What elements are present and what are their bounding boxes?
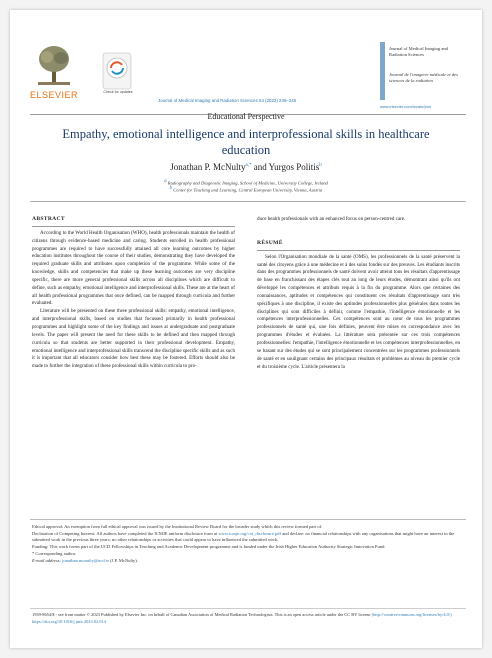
resume-heading: RÉSUMÉ [257,239,283,246]
affiliation-text: Radiography and Diagnostic Imaging, School of Medicine, University College, Ireland [167,180,328,186]
abstract-continuation: duce health professionals with an enhanced focus on person-centred care. [257,216,406,222]
journal-header [30,42,466,110]
author-name[interactable]: Yurgos Politis [268,162,320,172]
article-section: Educational Perspective [207,112,285,121]
abstract-paragraph: According to the World Health Organisation (WHO), health professionals maintain the health of citizens through evidence-based medicine and caring. Students enrolled in health professional programmes are required to have successfully attained all core learning outcomes by higher education institutes throughout the course of their studies, demonstrating they have developed the required graduate skills and attributes upon completion of the programme. While some of the knowledge, skills and competencies that make up these learning outcomes are very discipline specific, there are more general professional skills across all disciplines which are difficult to define, such as empathy, emotional intelligence and interprofessional skills. These are at the heart of all health professional programmes that once defined, can be mapped through curricula and further evaluated. [32,229,235,307]
footnote-divider [30,519,466,520]
icmje-link[interactable]: www.icmje.org/coi_disclosure.pdf [218,530,282,536]
author-affiliation-mark[interactable]: a,* [245,163,252,168]
journal-citation[interactable]: Journal of Medical Imaging and Radiation Sciences 54 (2023) 236–246 [158,98,297,103]
check-for-updates-label: Check for updates [103,90,133,94]
journal-cover [380,42,466,100]
right-column [257,216,460,371]
copyright-text: 1939-8654/$ - see front matter © 2023 Published by Elsevier Inc. on behalf of Canadian Association of Medical Radiation Technologists. This is an open access article under the CC BY license [32,612,371,617]
affiliation-mark: a [164,179,167,184]
resume-paragraph: Selon l'Organisation mondiale de la santé (OMS), les professionnels de la santé préservent la santé des citoyens grâce à une médecine et à des soins fondés sur des preuves. Les étudiants inscrits dans des programmes professionnels de santé doivent avoir atteint tous les résultats d'apprentissage de base en franchissant des étapes clés tout au long de leurs études, démontrant ainsi qu'ils ont développé les compétences et attributs requis à la fin du programme. Alors que certaines des connaissances, aptitudes et compétences qui constituent ces résultats d'apprentissage sont très spécifiques à une discipline, il existe des aptitudes professionnelles plus générales dans toutes les disciplines qui sont difficiles à définir, comme l'empathie, l'intelligence émotionnelle et les compétences interprofessionnelles. Ces compétences sont au cœur de tous les programmes professionnels de santé qui, une fois définies, peuvent être mises en correspondance avec les programmes d'études et évaluées. La littérature sera présentée sur ces trois compétences professionnelles: l'empathie, l'intelligence émotionnelle et les compétences interprofessionnelles, en se basant sur des études qui se sont principalement concentrées sur les programmes professionnels de santé et en soulignant certains des principaux résultats et problèmes au niveau du premier cycle et du troisième cycle. L'article présentera la [257,253,460,370]
email-suffix: (J.P. McNulty). [110,557,138,563]
author-list [10,162,482,172]
affiliation [10,179,482,186]
author-conjunction: and [253,162,267,172]
footnotes [32,524,464,564]
journal-url[interactable]: www.elsevier.com/locate/jmir [380,104,432,109]
heading-rule [257,250,460,251]
ethics-note: Ethical approval: An exemption from full ethical approval was issued by the Institutional Review Board for the broader study which this review formed part of. [32,524,323,529]
abstract-column [32,216,235,371]
title-divider [30,201,466,202]
email-label: E-mail address: [32,557,62,563]
coi-text: Declaration of Competing Interest: All authors have completed the ICMJE uniform disclosure form at [32,530,218,536]
abstract-heading: ABSTRACT [32,216,65,222]
affiliation-text: Center for Teaching and Learning, Central European University, Vienna, Austria [173,187,323,193]
elsevier-tree-icon [36,44,72,86]
author-name[interactable]: Jonathan P. McNulty [170,162,246,172]
abstract-paragraph: Literature will be presented on these three professional skills: empathy, emotional intelligence, and interprofessional skills, based on studies that focussed primarily in health professional programmes and highlight some of the key findings and issues at undergraduate and postgraduate levels. The paper will present the need for these skills to be defined and then mapped through curricula so that students are better supported in their professional development. Empathy, emotional intelligence and interprofessional skills transcend the discipline specific skills and as such it is important that all educators consider how best these may be fostered. Efforts should also be made to further the integration of these professional skills within curricula to pro- [32,308,235,370]
article-page [10,10,482,648]
license-link[interactable]: (http://creativecommons.org/licenses/by/4.0/) [371,612,452,617]
heading-rule [32,226,235,227]
cover-title-fr: Journal de l'imagerie médicale et des sciences de la radiation [389,72,458,83]
competing-interest-note [32,531,464,544]
corresponding-author-note: * Corresponding author. [32,550,77,556]
check-for-updates-icon[interactable] [102,52,132,90]
copyright-divider [30,608,466,609]
affiliation-mark: b [169,186,173,191]
affiliation [10,186,482,193]
doi-link[interactable]: https://doi.org/10.1016/j.jmir.2023.02.014 [32,618,106,624]
cover-stripe [380,42,385,100]
cover-title-en: Journal of Medical Imaging and Radiation Sciences [389,46,448,57]
publisher-name: ELSEVIER [30,90,79,100]
funding-note: Funding: This work forms part of the UCD Fellowships in Teaching and Academic Development programme and is funded under the Irish Higher Education Authority Strategic Innovation Fund. [32,544,386,550]
elsevier-logo [30,44,78,100]
email-note [32,558,464,565]
author-affiliation-mark[interactable]: b [319,163,322,168]
article-title: Empathy, emotional intelligence and interprofessional skills in healthcare education [62,127,430,158]
copyright-block [32,612,464,625]
coi-text: and declare: no financial relationships with any organisations that might have an interest in the submitted work in the previous three years; no other relationships or activities that could appear to have influenced the submitted work. [32,530,455,543]
email-link[interactable]: jonathan.mcnulty@ucd.ie [62,557,110,563]
